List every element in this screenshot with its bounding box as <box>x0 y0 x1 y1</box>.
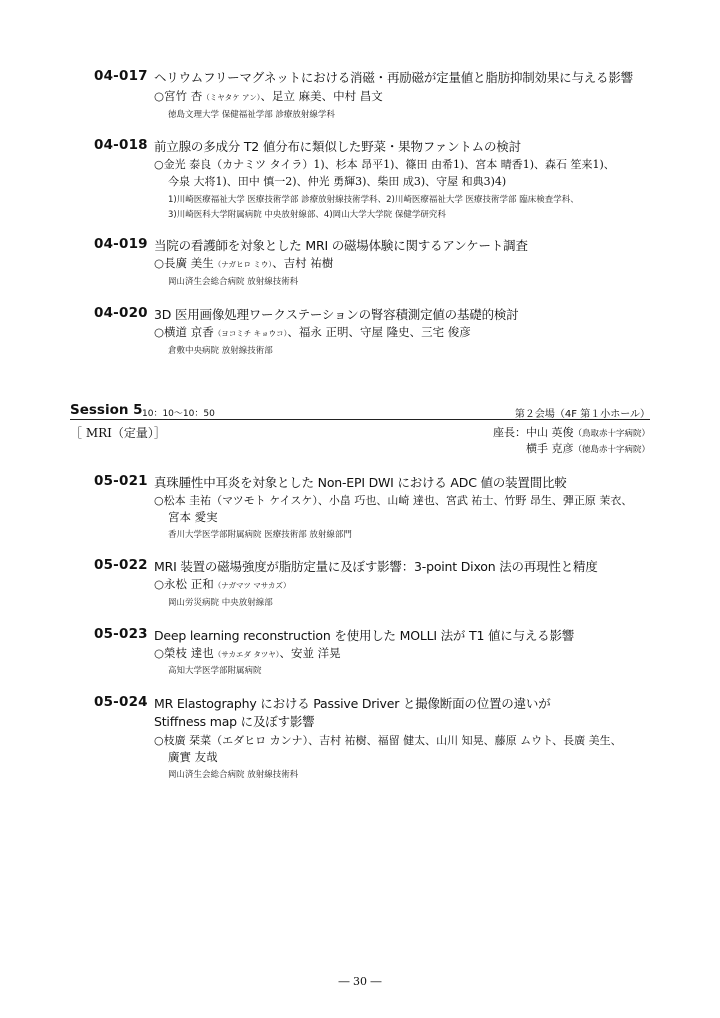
abstract-title: MR Elastography における Passive Driver と撮像断面の位置の違いが <box>154 696 551 711</box>
abstract-affiliation: 1)川崎医療福祉大学 医療技術学部 診療放射線技術学科、2)川崎医療福祉大学 医療技術学部 臨床検査学科、 <box>168 195 579 205</box>
presenter: ○横道 京香 <box>154 325 214 339</box>
presenter-kana: （ヨコミチ キョウコ） <box>213 329 288 338</box>
presenter: ○宮竹 杏 <box>154 89 203 103</box>
chair-1 <box>493 424 650 440</box>
abstract-affiliation: 岡山労災病院 中央放射線部 <box>168 598 273 608</box>
abstract-title: 3D 医用画像処理ワークステーションの腎容積測定値の基礎的検討 <box>154 307 519 322</box>
chair-prefix: 座長： <box>492 426 526 439</box>
abstract-title: 前立腺の多成分 T2 値分布に類似した野菜・果物ファントムの検討 <box>154 139 521 154</box>
abstract-id: 04-020 <box>94 305 148 321</box>
abstract-id: 04-019 <box>94 236 148 252</box>
presenter-kana: （ミヤタケ アン） <box>202 93 261 102</box>
abstract-id: 04-018 <box>94 137 148 153</box>
session-room: 第２会場（4F 第１小ホール） <box>514 409 650 420</box>
abstract-title: 当院の看護師を対象とした MRI の磁場体験に関するアンケート調査 <box>154 238 528 253</box>
presenter: ○長廣 美生 <box>154 256 214 270</box>
abstract-authors <box>154 645 341 661</box>
session-label: Session 5 <box>70 402 143 418</box>
abstract-id: 05-022 <box>94 557 148 573</box>
coauthors: 、吉村 祐樹 <box>272 256 334 270</box>
presenter: ○永松 正和 <box>154 577 214 591</box>
abstract-authors-cont: 廣實 友哉 <box>168 750 218 764</box>
abstract-authors <box>154 324 471 340</box>
abstract-id: 05-023 <box>94 626 148 642</box>
coauthors: 、足立 麻美、中村 昌文 <box>260 89 383 103</box>
presenter-kana: （サカエダ タツヤ） <box>213 650 280 659</box>
chair-name: 横手 克彦 <box>525 442 574 455</box>
chair-affiliation: （徳島赤十字病院） <box>573 445 650 455</box>
chair-name: 中山 英俊 <box>525 426 574 439</box>
page-number: ― 30 ― <box>338 975 382 988</box>
abstract-authors <box>154 255 333 271</box>
session-time: 10：10～10：50 <box>142 409 215 419</box>
abstract-title: ヘリウムフリーマグネットにおける消磁・再励磁が定量値と脂肪抑制効果に与える影響 <box>154 70 633 85</box>
abstract-title: Deep learning reconstruction を使用した MOLLI 法が T1 値に与える影響 <box>154 628 575 643</box>
abstract-authors-cont: 宮本 愛実 <box>168 510 218 524</box>
presenter: ○榮枝 達也 <box>154 646 214 660</box>
presenter-kana: （ナガヒロ ミウ） <box>213 260 273 269</box>
abstract-affiliation-cont: 3)川崎医科大学附属病院 中央放射線部、4)岡山大学大学院 保健学研究科 <box>168 210 446 220</box>
abstract-affiliation: 徳島文理大学 保健福祉学部 診療放射線学科 <box>168 110 335 120</box>
abstract-title-cont: Stiffness map に及ぼす影響 <box>154 714 315 729</box>
abstract-id: 05-021 <box>94 473 148 489</box>
chair-2 <box>526 440 650 456</box>
abstract-title: 真珠腫性中耳炎を対象とした Non-EPI DWI における ADC 値の装置間比較 <box>154 475 567 490</box>
abstract-id: 05-024 <box>94 694 148 710</box>
abstract-id: 04-017 <box>94 68 148 84</box>
coauthors: 、安並 洋晃 <box>279 646 341 660</box>
coauthors: 、福永 正明、守屋 隆史、三宅 俊彦 <box>287 325 471 339</box>
session-category: ［ MRI（定量）］ <box>70 426 166 440</box>
abstract-title: MRI 装置の磁場強度が脂肪定量に及ぼす影響：3-point Dixon 法の再現性と精度 <box>154 559 598 574</box>
abstract-authors-cont: 今泉 大将1)、田中 慎一2)、仲光 勇輝3)、柴田 成3)、守屋 和典3)4) <box>168 175 507 188</box>
abstract-authors <box>154 88 383 104</box>
abstract-authors: ○松本 圭祐（マツモト ケイスケ）、小畠 巧也、山崎 達也、宮武 祐士、竹野 昂生、彈正原 茉衣、 <box>154 494 633 507</box>
abstract-affiliation: 岡山済生会総合病院 放射線技術科 <box>168 770 299 780</box>
abstract-authors: ○枝廣 栞菜（エダヒロ カンナ）、吉村 祐樹、福留 健太、山川 知晃、藤原 ムウト、長廣 美生、 <box>154 734 622 747</box>
presenter-kana: （ナガマツ マサカズ） <box>213 581 291 590</box>
session-divider <box>70 419 650 420</box>
abstract-authors <box>154 576 291 592</box>
abstract-affiliation: 高知大学医学部附属病院 <box>168 666 262 676</box>
abstract-affiliation: 岡山済生会総合病院 放射線技術科 <box>168 277 299 287</box>
abstract-authors: ○金光 泰良（カナミツ タイラ）1)、杉本 昂平1)、篠田 由希1)、宮本 晴香1)、森石 笙来1)、 <box>154 158 615 171</box>
chair-affiliation: （鳥取赤十字病院） <box>573 429 650 439</box>
abstract-affiliation: 倉敷中央病院 放射線技術部 <box>168 346 273 356</box>
abstract-affiliation: 香川大学医学部附属病院 医療技術部 放射線部門 <box>168 530 352 540</box>
